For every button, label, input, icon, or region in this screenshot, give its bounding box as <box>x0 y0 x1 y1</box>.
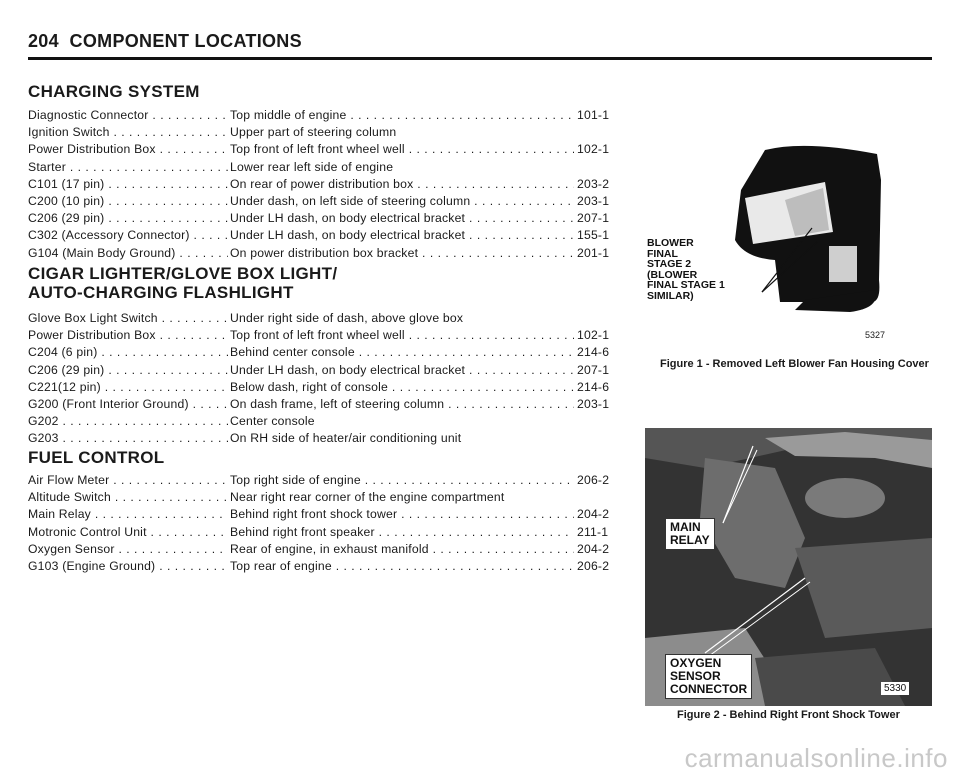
component-location: Under right side of dash, above glove box <box>230 310 632 327</box>
section-title-line: FUEL CONTROL <box>28 448 165 467</box>
page-reference: 102-1 <box>577 327 627 344</box>
page-reference: 214-6 <box>577 379 627 396</box>
component-name: C206 (29 pin) . . . <box>28 362 228 379</box>
component-name: C101 (17 pin) . . . <box>28 176 228 193</box>
component-name: G202 . . . <box>28 413 228 430</box>
label-line: RELAY <box>670 533 710 547</box>
component-name: Air Flow Meter . . . <box>28 472 228 489</box>
page-reference: 206-2 <box>577 558 627 575</box>
component-location: Behind center console . . . <box>230 344 574 361</box>
component-location: On power distribution box bracket . . . <box>230 245 574 262</box>
figure1-photo <box>645 140 930 340</box>
page-header <box>28 31 302 52</box>
component-row <box>28 124 628 141</box>
label-line: CONNECTOR <box>670 682 748 696</box>
component-row <box>28 472 628 489</box>
component-location: Near right rear corner of the engine compartment <box>230 489 632 506</box>
component-row <box>28 430 628 447</box>
page-reference: 204-2 <box>577 506 627 523</box>
component-row <box>28 245 628 262</box>
component-location: Top right side of engine . . . <box>230 472 574 489</box>
component-row <box>28 327 628 344</box>
component-name: C204 (6 pin) . . . <box>28 344 228 361</box>
photo-number: 5330 <box>881 682 909 695</box>
blower-callout <box>645 236 727 303</box>
figure2-caption: Figure 2 - Behind Right Front Shock Tower <box>677 709 900 721</box>
component-name: G203 . . . <box>28 430 228 447</box>
page-reference: 214-6 <box>577 344 627 361</box>
page-reference: 204-2 <box>577 541 627 558</box>
callout-line: FINAL <box>647 247 678 260</box>
page-reference: 211-1 <box>577 524 627 541</box>
component-location: Top front of left front wheel well . . . <box>230 141 574 158</box>
page-title: COMPONENT LOCATIONS <box>69 31 302 51</box>
section-title-line: CHARGING SYSTEM <box>28 82 200 101</box>
component-location: Behind right front shock tower . . . <box>230 506 574 523</box>
callout-line: (BLOWER <box>647 268 698 281</box>
component-location: Below dash, right of console . . . <box>230 379 574 396</box>
component-name: Altitude Switch . . . <box>28 489 228 506</box>
component-row <box>28 193 628 210</box>
component-location: Rear of engine, in exhaust manifold . . . <box>230 541 574 558</box>
component-row <box>28 379 628 396</box>
component-name: Oxygen Sensor . . . <box>28 541 228 558</box>
page-reference: 203-2 <box>577 176 627 193</box>
component-row <box>28 176 628 193</box>
component-row <box>28 413 628 430</box>
component-location: Behind right front speaker . . . <box>230 524 574 541</box>
component-location: On dash frame, left of steering column . . . <box>230 396 574 413</box>
component-location: On rear of power distribution box . . . <box>230 176 574 193</box>
component-name: Ignition Switch . . . <box>28 124 228 141</box>
label-line: MAIN <box>670 520 701 534</box>
component-name: Power Distribution Box . . . <box>28 327 228 344</box>
component-row <box>28 506 628 523</box>
component-row <box>28 141 628 158</box>
component-name: G103 (Engine Ground) . . . <box>28 558 228 575</box>
page-number: 204 <box>28 31 59 51</box>
cigar-lighter-list <box>28 310 628 448</box>
component-row <box>28 210 628 227</box>
page-reference: 155-1 <box>577 227 627 244</box>
section-title-fuel <box>28 448 164 467</box>
photo-number: 5327 <box>865 330 886 340</box>
page-reference: 206-2 <box>577 472 627 489</box>
component-row <box>28 362 628 379</box>
component-name: Starter . . . <box>28 159 228 176</box>
page-reference: 102-1 <box>577 141 627 158</box>
component-location: On RH side of heater/air conditioning unit <box>230 430 632 447</box>
figure1-caption: Figure 1 - Removed Left Blower Fan Housing Cover <box>660 358 929 370</box>
component-name: G200 (Front Interior Ground) . . . <box>28 396 228 413</box>
section-title-line: AUTO-CHARGING FLASHLIGHT <box>28 283 294 302</box>
component-row <box>28 558 628 575</box>
page-reference: 101-1 <box>577 107 627 124</box>
page-reference: 201-1 <box>577 245 627 262</box>
page-reference: 203-1 <box>577 396 627 413</box>
component-name: Main Relay . . . <box>28 506 228 523</box>
callout-line: FINAL STAGE 1 <box>647 279 725 291</box>
figure2-photo <box>645 428 932 706</box>
page-reference: 203-1 <box>577 193 627 210</box>
component-row <box>28 107 628 124</box>
component-location: Under dash, on left side of steering column . . . <box>230 193 574 210</box>
fuel-control-list <box>28 472 628 575</box>
watermark: carmanualsonline.info <box>684 743 948 773</box>
component-name: C221(12 pin) . . . <box>28 379 228 396</box>
component-location: Center console <box>230 413 632 430</box>
component-row <box>28 489 628 506</box>
component-name: C200 (10 pin) . . . <box>28 193 228 210</box>
component-row <box>28 344 628 361</box>
callout-line: SIMILAR) <box>647 289 694 302</box>
component-location: Under LH dash, on body electrical bracket . . . <box>230 210 574 227</box>
section-title-charging <box>28 82 200 101</box>
component-row <box>28 524 628 541</box>
section-title-line: CIGAR LIGHTER/GLOVE BOX LIGHT/ <box>28 264 338 283</box>
component-location: Under LH dash, on body electrical bracket . . . <box>230 362 574 379</box>
component-row <box>28 541 628 558</box>
component-row <box>28 396 628 413</box>
component-row <box>28 310 628 327</box>
callout-line: BLOWER <box>647 237 694 249</box>
component-location: Top middle of engine . . . <box>230 107 574 124</box>
callout-line: STAGE 2 <box>647 258 692 270</box>
main-relay-label <box>665 518 715 550</box>
component-location: Upper part of steering column <box>230 124 632 141</box>
charging-system-list <box>28 107 628 262</box>
component-name: C206 (29 pin) . . . <box>28 210 228 227</box>
page-reference: 207-1 <box>577 210 627 227</box>
header-rule <box>28 57 932 60</box>
component-location: Lower rear left side of engine <box>230 159 632 176</box>
label-line: SENSOR <box>670 669 721 683</box>
component-name: Diagnostic Connector . . . <box>28 107 228 124</box>
component-name: Power Distribution Box . . . <box>28 141 228 158</box>
page-reference: 207-1 <box>577 362 627 379</box>
component-location: Top rear of engine . . . <box>230 558 574 575</box>
component-location: Top front of left front wheel well . . . <box>230 327 574 344</box>
section-title-cigar <box>28 264 337 302</box>
component-row <box>28 227 628 244</box>
component-row <box>28 159 628 176</box>
oxygen-sensor-label <box>665 654 752 699</box>
component-name: Glove Box Light Switch . . . <box>28 310 228 327</box>
component-name: C302 (Accessory Connector) . . . <box>28 227 228 244</box>
component-name: Motronic Control Unit . . . <box>28 524 228 541</box>
label-line: OXYGEN <box>670 656 722 670</box>
component-name: G104 (Main Body Ground) . . . <box>28 245 228 262</box>
component-location: Under LH dash, on body electrical bracket . . . <box>230 227 574 244</box>
